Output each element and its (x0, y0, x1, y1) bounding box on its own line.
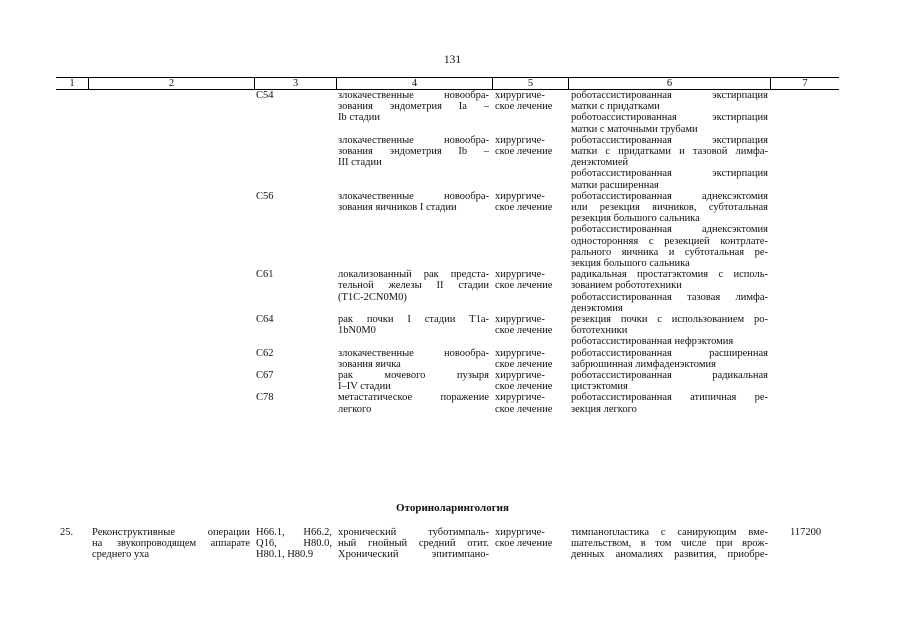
header-col-3: 3 (254, 78, 336, 89)
table-header-row (56, 77, 839, 90)
treatment-type-line: хирургиче- (495, 269, 545, 281)
diagnosis-line: метастатическое поражение (338, 392, 489, 404)
diagnosis-line: зования эндометрия Ib – (338, 146, 489, 157)
diagnosis-line: злокачественные новообра- (338, 90, 489, 101)
method-line: или резекция яичников, субтотальная (571, 202, 768, 213)
header-col-7: 7 (770, 78, 839, 89)
method-line: забрюшинная лимфаденэктомия (571, 358, 716, 370)
diagnosis-line: рак почки I стадии T1a- (338, 314, 489, 325)
diagnosis-line: локализованный рак предста- (338, 269, 489, 281)
method-line: тимпанопластика с санирующим вме- (571, 527, 768, 538)
header-col-6: 6 (568, 78, 770, 89)
method-line: роботассистированная аднексэктомия (571, 190, 768, 202)
diagnosis-line: 1bN0M0 (338, 325, 376, 337)
treatment-type-line: ское лечение (495, 325, 553, 337)
diagnosis-line: тельной железы II стадии (338, 280, 489, 292)
diagnosis-line: Хронический эпитимпано- (338, 549, 489, 561)
method-line: денэктомия (571, 302, 623, 314)
diagnosis-code: C64 (256, 314, 274, 325)
treatment-type-line: хирургиче- (495, 370, 545, 381)
header-col-2: 2 (88, 78, 254, 89)
treatment-type-line: хирургиче- (495, 527, 545, 538)
treatment-type-line: хирургиче- (495, 347, 545, 359)
method-line: роботассистированная нефрэктомия (571, 336, 734, 348)
method-line: зованием робототехники (571, 280, 682, 292)
method-line: зекция большого сальника (571, 258, 690, 269)
diagnosis-line: хронический туботимпаль- (338, 527, 489, 538)
diagnosis-line: III стадии (338, 157, 382, 169)
diagnosis-line: Ib стадии (338, 112, 380, 124)
method-line: матки с придатками и тазовой лимфа- (571, 146, 768, 157)
treatment-type-line: ское лечение (495, 101, 553, 113)
procedure-name-line: на звукопроводящем аппарате (92, 538, 250, 550)
treatment-type-line: хирургиче- (495, 190, 545, 202)
header-col-5: 5 (492, 78, 568, 89)
diagnosis-code: C62 (256, 347, 274, 359)
method-line: роботассистированная экстирпация (571, 90, 768, 101)
method-line: денных аномалиях развития, приобре- (571, 549, 768, 561)
method-line: роботассистированная экстирпация (571, 134, 768, 146)
diagnosis-line: зования яичка (338, 358, 401, 370)
method-line: резекция большого сальника (571, 213, 700, 225)
diagnosis-code-line: H80.1, H80.9 (256, 549, 314, 561)
treatment-type-line: ское лечение (495, 146, 553, 157)
method-line: денэктомией (571, 157, 629, 169)
header-col-4: 4 (336, 78, 492, 89)
method-line: шательством, в том числе при врож- (571, 538, 768, 550)
diagnosis-line: злокачественные новообра- (338, 190, 489, 202)
method-line: радикальная простатэктомия с исполь- (571, 269, 768, 281)
treatment-type-line: ское лечение (495, 202, 553, 213)
diagnosis-code-line: Q16, H80.0, (256, 538, 332, 550)
diagnosis-code-line: H66.1, H66.2, (256, 527, 332, 538)
procedure-name-line: Реконструктивные операции (92, 527, 250, 538)
treatment-type-line: хирургиче- (495, 134, 545, 146)
diagnosis-line: ный гнойный средний отит. (338, 538, 489, 550)
price-value: 117200 (790, 527, 822, 538)
method-line: резекция почки с использованием ро- (571, 314, 768, 325)
diagnosis-line: рак мочевого пузыря (338, 370, 489, 381)
method-line: роботассистированная атипичная ре- (571, 392, 768, 404)
diagnosis-code: C56 (256, 190, 274, 202)
method-line: роботассистированная радикальная (571, 370, 768, 381)
method-line: матки расширенная (571, 179, 659, 191)
treatment-type-line: хирургиче- (495, 90, 545, 101)
method-line: бототехники (571, 325, 628, 337)
method-line: роботассистированная аднексэктомия (571, 224, 768, 236)
method-line: односторонняя с резекцией контрлате- (571, 235, 768, 247)
procedure-name-line: среднего уха (92, 549, 149, 561)
diagnosis-code: C78 (256, 392, 274, 404)
treatment-type-line: ское лечение (495, 403, 553, 415)
diagnosis-line: зования эндометрия Ia – (338, 101, 489, 113)
header-col-1: 1 (69, 78, 75, 89)
diagnosis-line: I–IV стадии (338, 381, 391, 393)
diagnosis-line: (T1C-2CN0M0) (338, 291, 407, 303)
diagnosis-line: злокачественные новообра- (338, 134, 489, 146)
treatment-type-line: ское лечение (495, 358, 553, 370)
diagnosis-code: C54 (256, 90, 274, 101)
method-line: роботассистированная тазовая лимфа- (571, 291, 768, 303)
treatment-type-line: ское лечение (495, 538, 553, 550)
diagnosis-line: злокачественные новообра- (338, 347, 489, 359)
section-title: Оториноларингология (396, 502, 509, 514)
treatment-type-line: хирургиче- (495, 392, 545, 404)
diagnosis-line: зования яичников I стадии (338, 202, 457, 213)
treatment-type-line: хирургиче- (495, 314, 545, 325)
method-line: роботассистированная расширенная (571, 347, 768, 359)
diagnosis-code: C67 (256, 370, 274, 381)
method-line: матки с маточными трубами (571, 123, 698, 135)
method-line: роботоассистированная экстирпация (571, 112, 768, 124)
treatment-type-line: ское лечение (495, 280, 553, 292)
method-line: роботассистированная экстирпация (571, 168, 768, 180)
diagnosis-line: легкого (338, 403, 372, 415)
method-line: цистэктомия (571, 381, 628, 393)
method-line: рального яичника и субтотальная ре- (571, 246, 768, 258)
row-number: 25. (60, 527, 74, 538)
diagnosis-code: C61 (256, 269, 274, 281)
method-line: матки с придатками (571, 101, 660, 113)
treatment-type-line: ское лечение (495, 381, 553, 393)
page-number: 131 (443, 54, 462, 66)
method-line: зекция легкого (571, 403, 637, 415)
